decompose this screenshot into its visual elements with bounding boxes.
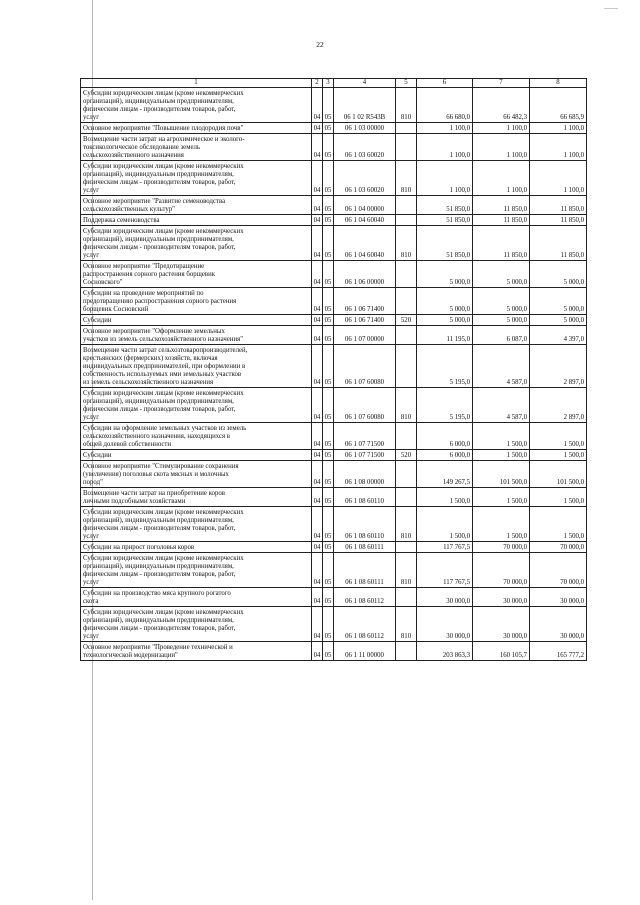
cell-amount-2: 1 500,0 — [473, 423, 530, 450]
cell-amount-1: 1 500,0 — [417, 507, 473, 542]
scan-corner-mark — [604, 0, 618, 9]
cell-amount-3: 66 685,9 — [530, 88, 587, 123]
cell-name: Основное мероприятие "Проведение технической и технологической модернизации" — [81, 642, 312, 661]
table-row — [81, 607, 587, 642]
cell-section: 05 — [323, 196, 334, 215]
cell-target-code: 06 1 07 60080 — [334, 388, 396, 423]
table-row — [81, 196, 587, 215]
cell-amount-3: 1 500,0 — [530, 450, 587, 461]
cell-amount-2: 5 000,0 — [473, 288, 530, 315]
cell-amount-2: 101 500,0 — [473, 461, 530, 488]
cell-name: Субсидии — [81, 450, 312, 461]
cell-amount-2: 160 105,7 — [473, 642, 530, 661]
table-row — [81, 288, 587, 315]
cell-name: Основное мероприятие "Оформление земельных участков из земель сельскохозяйственного назначения" — [81, 326, 312, 345]
cell-expense-type: 810 — [396, 553, 417, 588]
cell-amount-2: 1 500,0 — [473, 450, 530, 461]
cell-name: Основное мероприятие "Повышение плодородия почв" — [81, 123, 312, 134]
table-row — [81, 315, 587, 326]
cell-name: Субсидии на проведение мероприятий по предотвращению распространения сорного растения борщевик Сосновский — [81, 288, 312, 315]
cell-section: 05 — [323, 607, 334, 642]
cell-target-code: 06 1 04 60040 — [334, 226, 396, 261]
cell-amount-1: 1 100,0 — [417, 161, 473, 196]
cell-amount-3: 5 000,0 — [530, 315, 587, 326]
cell-name: Субсидии юридическим лицам (кроме некоммерческих организаций), индивидуальным предпринимателям, физическим лицам - производителям товаров, работ, услуг — [81, 388, 312, 423]
cell-chapter: 04 — [312, 461, 323, 488]
cell-expense-type — [396, 196, 417, 215]
cell-chapter: 04 — [312, 315, 323, 326]
header-col-7: 7 — [473, 79, 530, 88]
table-row — [81, 215, 587, 226]
cell-section: 05 — [323, 134, 334, 161]
cell-expense-type: 810 — [396, 388, 417, 423]
cell-target-code: 06 1 08 60110 — [334, 488, 396, 507]
cell-name: Субсидии юридическим лицам (кроме некоммерческих организаций), индивидуальным предпринимателям, физическим лицам - производителям товаров, работ, услуг — [81, 226, 312, 261]
cell-amount-3: 165 777,2 — [530, 642, 587, 661]
cell-amount-1: 5 000,0 — [417, 261, 473, 288]
cell-amount-1: 5 000,0 — [417, 315, 473, 326]
cell-chapter: 04 — [312, 226, 323, 261]
cell-amount-2: 70 000,0 — [473, 542, 530, 553]
cell-amount-2: 30 000,0 — [473, 588, 530, 607]
cell-name: Субсидии на оформление земельных участков из земель сельскохозяйственного назначения, находящихся в общей долевой собственности — [81, 423, 312, 450]
cell-amount-1: 30 000,0 — [417, 607, 473, 642]
cell-amount-3: 1 100,0 — [530, 134, 587, 161]
cell-target-code: 06 1 07 71500 — [334, 423, 396, 450]
cell-target-code: 06 1 07 00000 — [334, 326, 396, 345]
cell-amount-1: 11 195,0 — [417, 326, 473, 345]
cell-chapter: 04 — [312, 134, 323, 161]
cell-amount-3: 11 850,0 — [530, 215, 587, 226]
cell-amount-2: 4 587,0 — [473, 388, 530, 423]
cell-amount-2: 1 500,0 — [473, 488, 530, 507]
cell-chapter: 04 — [312, 450, 323, 461]
cell-target-code: 06 1 08 00000 — [334, 461, 396, 488]
table-row — [81, 423, 587, 450]
cell-amount-1: 1 500,0 — [417, 488, 473, 507]
cell-chapter: 04 — [312, 345, 323, 388]
page-number: 22 — [316, 40, 324, 49]
cell-name: Субсидии юридическим лицам (кроме некоммерческих организаций), индивидуальным предпринимателям, физическим лицам - производителям товаров, работ, услуг — [81, 507, 312, 542]
table-row — [81, 88, 587, 123]
cell-amount-3: 1 500,0 — [530, 488, 587, 507]
cell-section: 05 — [323, 326, 334, 345]
cell-amount-3: 5 000,0 — [530, 261, 587, 288]
header-col-4: 4 — [334, 79, 396, 88]
cell-amount-1: 51 850,0 — [417, 226, 473, 261]
cell-expense-type — [396, 423, 417, 450]
cell-expense-type — [396, 288, 417, 315]
cell-target-code: 06 1 03 60020 — [334, 161, 396, 196]
cell-name: Возмещение части затрат сельхозтоваропроизводителей, крестьянских (фермерских) хозяйств, включая индивидуальных предпринимателей, при оформлении в собственность используемых ими земельных участков из земель сельскохозяйственного назначения — [81, 345, 312, 388]
cell-expense-type — [396, 488, 417, 507]
cell-amount-1: 30 000,0 — [417, 588, 473, 607]
cell-name: Возмещение части затрат на агрохимическое и эколого- токсикологическое обследование земель сельскохозяйственного назначения — [81, 134, 312, 161]
cell-section: 05 — [323, 161, 334, 196]
cell-target-code: 06 1 08 60110 — [334, 507, 396, 542]
cell-chapter: 04 — [312, 88, 323, 123]
cell-amount-2: 4 587,0 — [473, 345, 530, 388]
table-row — [81, 134, 587, 161]
budget-table — [80, 78, 587, 661]
cell-chapter: 04 — [312, 588, 323, 607]
cell-amount-2: 66 482,3 — [473, 88, 530, 123]
cell-target-code: 06 1 08 60112 — [334, 588, 396, 607]
cell-expense-type — [396, 215, 417, 226]
cell-target-code: 06 1 03 60020 — [334, 134, 396, 161]
cell-amount-3: 1 500,0 — [530, 423, 587, 450]
cell-amount-1: 66 680,0 — [417, 88, 473, 123]
table-row — [81, 642, 587, 661]
cell-amount-2: 11 850,0 — [473, 196, 530, 215]
cell-section: 05 — [323, 88, 334, 123]
cell-amount-1: 5 195,0 — [417, 345, 473, 388]
cell-name: Основное мероприятие "Стимулирование сохранения (увеличения) поголовья скота мясных и молочных пород" — [81, 461, 312, 488]
cell-amount-1: 1 100,0 — [417, 134, 473, 161]
table-row — [81, 450, 587, 461]
cell-amount-1: 1 100,0 — [417, 123, 473, 134]
cell-section: 05 — [323, 588, 334, 607]
cell-expense-type: 520 — [396, 450, 417, 461]
cell-amount-1: 51 850,0 — [417, 196, 473, 215]
table-row — [81, 226, 587, 261]
cell-section: 05 — [323, 461, 334, 488]
cell-target-code: 06 1 11 00000 — [334, 642, 396, 661]
cell-name: Субсидии на прирост поголовья коров — [81, 542, 312, 553]
table-row — [81, 326, 587, 345]
cell-section: 05 — [323, 288, 334, 315]
cell-target-code: 06 1 08 60111 — [334, 553, 396, 588]
cell-amount-1: 6 000,0 — [417, 450, 473, 461]
cell-chapter: 04 — [312, 542, 323, 553]
cell-amount-3: 1 100,0 — [530, 161, 587, 196]
cell-name: Субсидии на производство мяса крупного рогатого скота — [81, 588, 312, 607]
cell-amount-1: 117 767,5 — [417, 542, 473, 553]
table-row — [81, 507, 587, 542]
cell-chapter: 04 — [312, 261, 323, 288]
cell-name: Субсидии юридическим лицам (кроме некоммерческих организаций), индивидуальным предпринимателям, физическим лицам - производителям товаров, работ, услуг — [81, 161, 312, 196]
cell-chapter: 04 — [312, 488, 323, 507]
cell-amount-2: 1 100,0 — [473, 123, 530, 134]
cell-name: Основное мероприятие "Развитие семеноводства сельскохозяйственных культур" — [81, 196, 312, 215]
table-row — [81, 588, 587, 607]
table-row — [81, 488, 587, 507]
cell-section: 05 — [323, 542, 334, 553]
cell-target-code: 06 1 06 71400 — [334, 288, 396, 315]
cell-amount-1: 51 850,0 — [417, 215, 473, 226]
table-body — [81, 88, 587, 661]
cell-target-code: 06 1 06 00000 — [334, 261, 396, 288]
cell-amount-2: 5 000,0 — [473, 315, 530, 326]
cell-target-code: 06 1 02 R543B — [334, 88, 396, 123]
cell-amount-2: 6 087,0 — [473, 326, 530, 345]
cell-amount-3: 4 397,0 — [530, 326, 587, 345]
cell-amount-2: 1 100,0 — [473, 134, 530, 161]
cell-target-code: 06 1 06 71400 — [334, 315, 396, 326]
cell-chapter: 04 — [312, 123, 323, 134]
cell-section: 05 — [323, 315, 334, 326]
cell-expense-type: 810 — [396, 607, 417, 642]
cell-expense-type — [396, 461, 417, 488]
cell-section: 05 — [323, 215, 334, 226]
cell-amount-2: 30 000,0 — [473, 607, 530, 642]
cell-amount-3: 11 850,0 — [530, 196, 587, 215]
cell-chapter: 04 — [312, 326, 323, 345]
cell-section: 05 — [323, 488, 334, 507]
cell-amount-3: 30 000,0 — [530, 588, 587, 607]
cell-expense-type: 810 — [396, 507, 417, 542]
cell-chapter: 04 — [312, 196, 323, 215]
cell-amount-3: 5 000,0 — [530, 288, 587, 315]
cell-expense-type — [396, 134, 417, 161]
header-col-1: 1 — [81, 79, 312, 88]
cell-chapter: 04 — [312, 161, 323, 196]
cell-expense-type — [396, 326, 417, 345]
cell-amount-2: 11 850,0 — [473, 226, 530, 261]
cell-amount-1: 149 267,5 — [417, 461, 473, 488]
cell-name: Поддержка семеноводства — [81, 215, 312, 226]
cell-expense-type: 810 — [396, 161, 417, 196]
cell-target-code: 06 1 07 60080 — [334, 345, 396, 388]
cell-section: 05 — [323, 450, 334, 461]
cell-expense-type: 520 — [396, 315, 417, 326]
cell-name: Субсидии юридическим лицам (кроме некоммерческих организаций), индивидуальным предпринимателям, физическим лицам - производителям товаров, работ, услуг — [81, 607, 312, 642]
cell-expense-type — [396, 642, 417, 661]
cell-expense-type — [396, 123, 417, 134]
cell-section: 05 — [323, 553, 334, 588]
cell-expense-type: 810 — [396, 88, 417, 123]
cell-section: 05 — [323, 507, 334, 542]
cell-chapter: 04 — [312, 423, 323, 450]
table-row — [81, 123, 587, 134]
cell-section: 05 — [323, 388, 334, 423]
cell-expense-type — [396, 261, 417, 288]
cell-section: 05 — [323, 423, 334, 450]
table-row — [81, 461, 587, 488]
cell-amount-2: 11 850,0 — [473, 215, 530, 226]
header-col-6: 6 — [417, 79, 473, 88]
cell-target-code: 06 1 08 60111 — [334, 542, 396, 553]
cell-target-code: 06 1 03 00000 — [334, 123, 396, 134]
cell-amount-1: 117 767,5 — [417, 553, 473, 588]
cell-name: Субсидии юридическим лицам (кроме некоммерческих организаций), индивидуальным предпринимателям, физическим лицам - производителям товаров, работ, услуг — [81, 88, 312, 123]
cell-amount-3: 2 897,0 — [530, 388, 587, 423]
cell-chapter: 04 — [312, 288, 323, 315]
cell-name: Возмещение части затрат на приобретение коров личными подсобными хозяйствами — [81, 488, 312, 507]
cell-amount-2: 5 000,0 — [473, 261, 530, 288]
header-col-5: 5 — [396, 79, 417, 88]
cell-amount-1: 6 000,0 — [417, 423, 473, 450]
cell-expense-type — [396, 588, 417, 607]
cell-amount-3: 101 500,0 — [530, 461, 587, 488]
header-col-8: 8 — [530, 79, 587, 88]
cell-amount-2: 1 500,0 — [473, 507, 530, 542]
cell-name: Основное мероприятие "Предотвращение распространения сорного растения борщевик Сосновского" — [81, 261, 312, 288]
cell-chapter: 04 — [312, 642, 323, 661]
table-row — [81, 261, 587, 288]
cell-chapter: 04 — [312, 553, 323, 588]
cell-amount-1: 5 000,0 — [417, 288, 473, 315]
cell-amount-3: 30 000,0 — [530, 607, 587, 642]
table-row — [81, 542, 587, 553]
cell-amount-1: 5 195,0 — [417, 388, 473, 423]
cell-expense-type — [396, 542, 417, 553]
table-row — [81, 345, 587, 388]
table-row — [81, 388, 587, 423]
cell-expense-type: 810 — [396, 226, 417, 261]
cell-section: 05 — [323, 642, 334, 661]
cell-amount-2: 70 000,0 — [473, 553, 530, 588]
cell-name: Субсидии юридическим лицам (кроме некоммерческих организаций), индивидуальным предпринимателям, физическим лицам - производителям товаров, работ, услуг — [81, 553, 312, 588]
table-header-row — [81, 79, 587, 88]
cell-amount-3: 1 100,0 — [530, 123, 587, 134]
cell-expense-type — [396, 345, 417, 388]
cell-amount-3: 2 897,0 — [530, 345, 587, 388]
header-col-2: 2 — [312, 79, 323, 88]
cell-chapter: 04 — [312, 215, 323, 226]
cell-section: 05 — [323, 123, 334, 134]
header-col-3: 3 — [323, 79, 334, 88]
cell-section: 05 — [323, 261, 334, 288]
cell-target-code: 06 1 04 00000 — [334, 196, 396, 215]
cell-target-code: 06 1 07 71500 — [334, 450, 396, 461]
cell-chapter: 04 — [312, 507, 323, 542]
table-row — [81, 161, 587, 196]
cell-amount-2: 1 100,0 — [473, 161, 530, 196]
cell-name: Субсидии — [81, 315, 312, 326]
cell-section: 05 — [323, 345, 334, 388]
cell-chapter: 04 — [312, 388, 323, 423]
cell-amount-3: 1 500,0 — [530, 507, 587, 542]
cell-amount-3: 70 000,0 — [530, 542, 587, 553]
cell-section: 05 — [323, 226, 334, 261]
cell-amount-3: 11 850,0 — [530, 226, 587, 261]
cell-target-code: 06 1 04 60040 — [334, 215, 396, 226]
cell-amount-3: 70 000,0 — [530, 553, 587, 588]
cell-amount-1: 203 863,3 — [417, 642, 473, 661]
cell-chapter: 04 — [312, 607, 323, 642]
table-row — [81, 553, 587, 588]
cell-target-code: 06 1 08 60112 — [334, 607, 396, 642]
